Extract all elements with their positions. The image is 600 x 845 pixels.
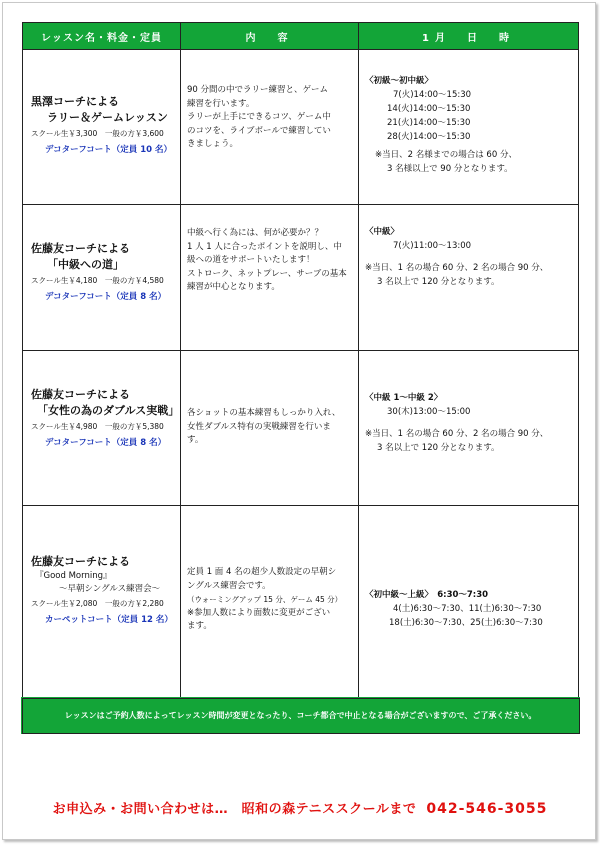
date-list [365, 602, 574, 630]
level-label: 〈中級 1～中級 2〉 [365, 393, 443, 403]
lesson-price: スクール生￥4,180 一般の方￥4,580 [31, 276, 164, 285]
lesson-schedule-cell [359, 506, 579, 699]
table-row [23, 50, 579, 205]
lesson-title: 「女性の為のダブルス実戦」 [37, 404, 180, 417]
contact-line [0, 798, 600, 817]
court-capacity: デコターフコート（定員 8 名） [45, 292, 167, 302]
desc-line: 各ショットの基本練習もしっかり入れ、 [187, 408, 341, 418]
lesson-info-cell [23, 205, 181, 351]
lesson-schedule-cell [359, 50, 579, 205]
desc-line: す。 [187, 435, 204, 445]
note-line: ※当日、2 名様までの場合は 60 分、 [375, 150, 517, 160]
desc-line: ※参加人数により面数に変更がござい [187, 607, 331, 618]
lesson-description [187, 566, 354, 634]
lesson-description [187, 407, 354, 448]
date-item: 4(土)6:30～7:30、11(土)6:30～7:30 [393, 604, 542, 614]
schedule [365, 225, 574, 289]
level-label: 〈初中級～上級〉 6:30～7:30 [365, 590, 489, 600]
table-header-row [23, 23, 579, 50]
date-item: 14(火)14:00～15:30 [387, 104, 471, 114]
note-line: ※当日、1 名の場合 60 分、2 名の場合 90 分、 [365, 263, 549, 273]
lesson-content-cell [181, 351, 359, 506]
date-item: 21(火)14:00～15:30 [387, 118, 471, 128]
lesson-content-cell [181, 50, 359, 205]
desc-line: 級への道をサポートいたします！ [187, 255, 315, 265]
lesson-info-cell [23, 506, 181, 699]
desc-line: ラリーが上手にできるコツ、ゲーム中 [187, 112, 331, 122]
table-row [23, 205, 579, 351]
contact-phone: 042-546-3055 [426, 801, 548, 817]
lesson-schedule-cell [359, 351, 579, 506]
note-line: ※当日、1 名の場合 60 分、2 名の場合 90 分、 [365, 429, 549, 439]
header-schedule: 1月 日 時 [359, 23, 579, 50]
lesson-title: 「中級への道」 [47, 258, 124, 271]
date-list [365, 88, 574, 144]
lesson-table [21, 22, 580, 734]
desc-line: 1 人 1 人に合ったポイントを説明し、中 [187, 241, 342, 252]
desc-line: （ウォーミングアップ 15 分、ゲーム 45 分） [187, 595, 343, 604]
date-item: 18(土)6:30～7:30、25(土)6:30～7:30 [389, 618, 543, 628]
desc-line: ます。 [187, 621, 212, 631]
lesson-content-cell [181, 205, 359, 351]
court-capacity: デコターフコート（定員 8 名） [45, 438, 167, 448]
lesson-price: スクール生￥4,980 一般の方￥5,380 [31, 422, 164, 431]
schedule [365, 391, 574, 455]
coach-name: 佐藤友コーチによる [31, 555, 130, 568]
lesson-title: 『Good Morning』 [35, 571, 112, 581]
date-item: 30(木)13:00～15:00 [387, 407, 471, 417]
notice-row [23, 699, 579, 733]
coach-name: 佐藤友コーチによる [31, 388, 130, 401]
note-line: 3 名様以上で 90 分となります。 [387, 164, 513, 174]
date-item: 28(火)14:00～15:30 [387, 132, 471, 142]
level-label: 〈初級～初中級〉 [365, 76, 434, 86]
lesson-description [187, 227, 354, 295]
date-list [365, 405, 574, 419]
note-line: 3 名以上で 120 分となります。 [377, 277, 500, 287]
desc-line: のコツを、ライブボールで練習してい [187, 125, 331, 136]
lesson-price: スクール生￥3,300 一般の方￥3,600 [31, 129, 164, 138]
date-item: 7(火)11:00～13:00 [393, 241, 472, 251]
date-item: 7(火)14:00～15:30 [393, 90, 472, 100]
coach-name: 佐藤友コーチによる [31, 242, 130, 255]
desc-line: 中級へ行く為には、何が必要か？？ [187, 228, 324, 238]
header-lesson-name: レッスン名・料金・定員 [23, 23, 181, 50]
lesson-content-cell [181, 506, 359, 699]
lesson-subtitle: ～早朝シングルス練習会～ [59, 584, 161, 594]
schedule [365, 74, 574, 176]
lesson-title: ラリー＆ゲームレッスン [47, 111, 168, 124]
header-content: 内 容 [181, 23, 359, 50]
schedule [365, 588, 574, 630]
desc-line: ングルス練習会です。 [187, 580, 271, 591]
table-row [23, 506, 579, 699]
desc-line: 女性ダブルス特有の実戦練習を行いま [187, 421, 331, 432]
contact-text: お申込み・お問い合わせは… 昭和の森テニススクールまで [52, 802, 417, 817]
desc-line: きましょう。 [187, 139, 239, 149]
level-label: 〈中級〉 [365, 227, 400, 237]
desc-line: 練習が中心となります。 [187, 282, 280, 292]
note-line: 3 名以上で 120 分となります。 [377, 443, 500, 453]
court-capacity: カーペットコート（定員 12 名） [45, 615, 173, 625]
desc-line: 90 分間の中でラリー練習と、ゲーム [187, 85, 329, 95]
lesson-price: スクール生￥2,080 一般の方￥2,280 [31, 599, 164, 608]
schedule-note [365, 427, 574, 455]
court-capacity: デコターフコート（定員 10 名） [45, 145, 173, 155]
desc-line: ストローク、ネットプレー、サーブの基本 [187, 268, 347, 279]
lesson-description [187, 84, 354, 152]
table-row [23, 351, 579, 506]
lesson-schedule-cell [359, 205, 579, 351]
desc-line: 定員 1 面 4 名の超少人数設定の早朝シ [187, 567, 337, 577]
notice-banner: レッスンはご予約人数によってレッスン時間が変更となったり、コーチ都合で中止となる場合がございますので、ご了承ください。 [23, 699, 579, 733]
lesson-info-cell [23, 351, 181, 506]
lesson-info-cell [23, 50, 181, 205]
coach-name: 黒澤コーチによる [31, 95, 119, 108]
schedule-note [365, 261, 574, 289]
schedule-note [365, 148, 574, 176]
date-list [365, 239, 574, 253]
desc-line: 練習を行います。 [187, 98, 255, 109]
